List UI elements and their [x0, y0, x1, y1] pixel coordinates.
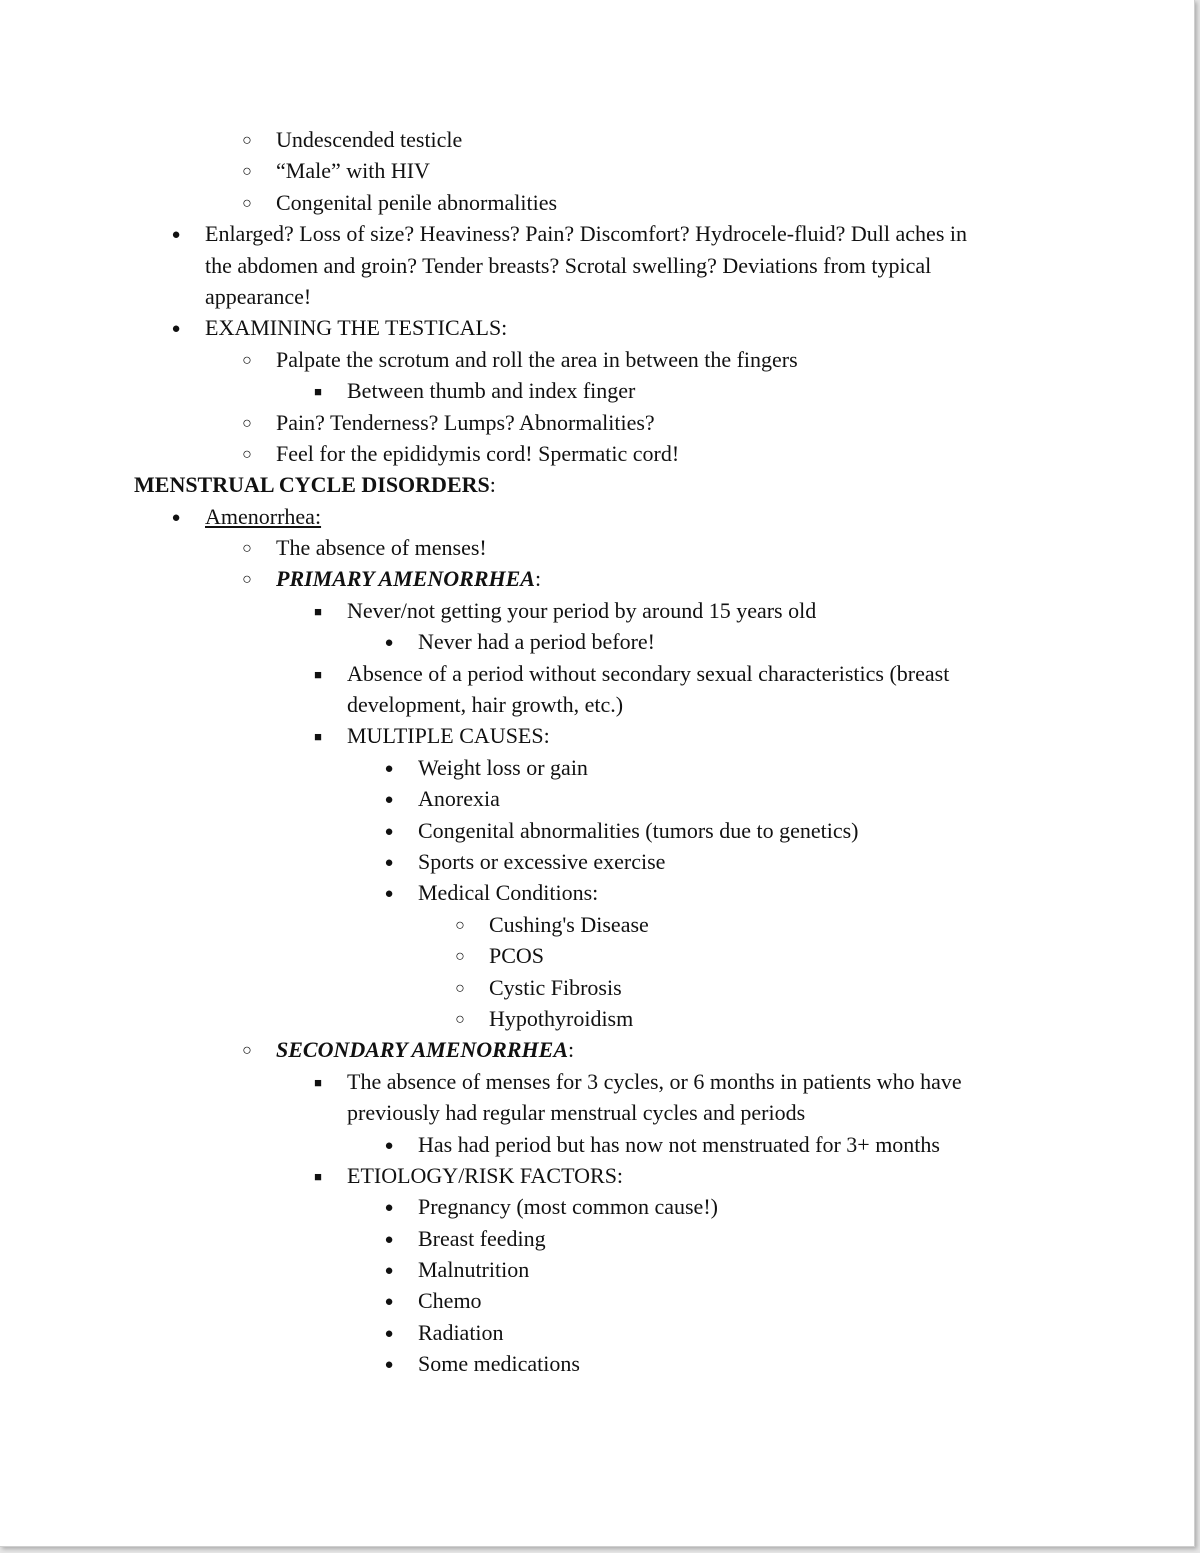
list-item	[0, 815, 1194, 846]
list-item-text: Anorexia	[418, 786, 500, 812]
list-item-text: Cushing's Disease	[489, 911, 649, 937]
list-item-text: “Male” with HIV	[276, 158, 430, 184]
list-item-text: Medical Conditions:	[418, 880, 599, 906]
list-item-continuation	[0, 250, 1194, 281]
list-item-text: Never had a period before!	[418, 629, 655, 655]
list-item-text: Pain? Tenderness? Lumps? Abnormalities?	[276, 409, 655, 435]
list-item-text: development, hair growth, etc.)	[347, 692, 624, 718]
circle-bullet-icon	[237, 563, 257, 597]
section-heading-label: MENSTRUAL CYCLE DISORDERS	[134, 472, 490, 498]
list-item-text: Congenital penile abnormalities	[276, 189, 558, 215]
circle-bullet-icon	[450, 940, 470, 974]
list-item-text: PCOS	[489, 943, 545, 969]
list-item-text: Chemo	[418, 1288, 482, 1314]
subheading-label: PRIMARY AMENORRHEA	[276, 566, 535, 592]
list-item	[0, 846, 1194, 877]
list-item	[0, 1223, 1194, 1254]
disc-bullet-icon	[379, 846, 399, 881]
list-item-text: Some medications	[418, 1351, 580, 1377]
list-item-text	[276, 563, 541, 594]
disc-bullet-icon	[166, 501, 186, 536]
disc-bullet-icon	[379, 877, 399, 912]
list-item-text: Enlarged? Loss of size? Heaviness? Pain? Discomfort? Hydrocele-fluid? Dull aches in	[205, 221, 967, 247]
square-bullet-icon	[308, 720, 328, 754]
list-item-text: Breast feeding	[418, 1225, 546, 1251]
circle-bullet-icon	[450, 1003, 470, 1037]
disc-bullet-icon	[379, 1191, 399, 1226]
list-item-text: Hypothyroidism	[489, 1005, 634, 1031]
list-item	[0, 438, 1194, 469]
list-item	[0, 940, 1194, 971]
list-item-text: Congenital abnormalities (tumors due to genetics)	[418, 817, 859, 843]
list-item	[0, 1034, 1194, 1065]
list-item-text: Absence of a period without secondary sexual characteristics (breast	[347, 660, 950, 686]
list-item	[0, 1254, 1194, 1285]
list-item	[0, 1066, 1194, 1097]
list-item	[0, 312, 1194, 343]
list-item-text: Pregnancy (most common cause!)	[418, 1194, 718, 1220]
circle-bullet-icon	[237, 532, 257, 566]
circle-bullet-icon	[237, 344, 257, 378]
subheading-colon: :	[568, 1037, 575, 1063]
list-item-text: MULTIPLE CAUSES:	[347, 723, 550, 749]
section-heading-colon: :	[489, 472, 496, 498]
list-item	[0, 1160, 1194, 1191]
disc-bullet-icon	[379, 626, 399, 661]
list-item	[0, 595, 1194, 626]
list-item-text: Has had period but has now not menstruated for 3+ months	[418, 1131, 940, 1157]
circle-bullet-icon	[450, 972, 470, 1006]
square-bullet-icon	[308, 595, 328, 629]
list-item	[0, 344, 1194, 375]
circle-bullet-icon	[237, 1034, 257, 1068]
list-item-text: Sports or excessive exercise	[418, 848, 666, 874]
disc-bullet-icon	[379, 752, 399, 787]
list-item	[0, 501, 1194, 532]
subheading-colon: :	[534, 566, 542, 592]
disc-bullet-icon	[166, 218, 186, 253]
list-item-text: The absence of menses for 3 cycles, or 6 months in patients who have	[347, 1068, 962, 1094]
section-heading-text	[134, 469, 496, 500]
list-item	[0, 1317, 1194, 1348]
list-item	[0, 124, 1194, 155]
subheading-label: SECONDARY AMENORRHEA	[276, 1037, 568, 1063]
circle-bullet-icon	[237, 407, 257, 441]
list-item	[0, 658, 1194, 689]
list-item	[0, 1348, 1194, 1379]
list-item-text: Palpate the scrotum and roll the area in between the fingers	[276, 346, 798, 372]
list-item-text: Feel for the epididymis cord! Spermatic cord!	[276, 440, 680, 466]
square-bullet-icon	[308, 1160, 328, 1194]
list-item-text: Cystic Fibrosis	[489, 974, 622, 1000]
list-item-text: previously had regular menstrual cycles and periods	[347, 1100, 806, 1126]
disc-bullet-icon	[379, 1285, 399, 1320]
disc-bullet-icon	[379, 1348, 399, 1383]
square-bullet-icon	[308, 1066, 328, 1100]
list-item-text: EXAMINING THE TESTICALS:	[205, 315, 508, 341]
disc-bullet-icon	[166, 312, 186, 347]
disc-bullet-icon	[379, 1223, 399, 1258]
list-item-text: the abdomen and groin? Tender breasts? Scrotal swelling? Deviations from typical	[205, 252, 932, 278]
list-item-text: Never/not getting your period by around 15 years old	[347, 597, 817, 623]
list-item-text: appearance!	[205, 283, 312, 309]
disc-bullet-icon	[379, 815, 399, 850]
disc-bullet-icon	[379, 1317, 399, 1352]
disc-bullet-icon	[379, 783, 399, 818]
list-item-text: The absence of menses!	[276, 535, 487, 561]
list-item-text: Between thumb and index finger	[347, 378, 636, 404]
list-item	[0, 1285, 1194, 1316]
list-item-continuation	[0, 1097, 1194, 1128]
list-item-text: Weight loss or gain	[418, 754, 588, 780]
list-item	[0, 187, 1194, 218]
section-heading	[0, 469, 1194, 500]
circle-bullet-icon	[237, 124, 257, 158]
list-item	[0, 1003, 1194, 1034]
list-item-text: Malnutrition	[418, 1257, 530, 1283]
list-item	[0, 563, 1194, 594]
list-item-text: Amenorrhea:	[205, 503, 322, 529]
circle-bullet-icon	[237, 187, 257, 221]
list-item	[0, 375, 1194, 406]
list-item-text: ETIOLOGY/RISK FACTORS:	[347, 1162, 624, 1188]
list-item-text: Undescended testicle	[276, 127, 463, 152]
list-item	[0, 752, 1194, 783]
list-item	[0, 972, 1194, 1003]
list-item	[0, 407, 1194, 438]
circle-bullet-icon	[237, 155, 257, 189]
list-item-continuation	[0, 281, 1194, 312]
square-bullet-icon	[308, 658, 328, 692]
list-item	[0, 532, 1194, 563]
list-item	[0, 720, 1194, 751]
list-item-text: Radiation	[418, 1319, 504, 1345]
list-item-continuation	[0, 689, 1194, 720]
circle-bullet-icon	[237, 438, 257, 472]
list-item	[0, 877, 1194, 908]
list-item	[0, 218, 1194, 249]
list-item	[0, 626, 1194, 657]
square-bullet-icon	[308, 375, 328, 409]
list-item	[0, 1191, 1194, 1222]
list-item	[0, 909, 1194, 940]
list-item-text	[276, 1034, 574, 1065]
disc-bullet-icon	[379, 1129, 399, 1164]
list-item	[0, 783, 1194, 814]
list-item	[0, 1129, 1194, 1160]
list-item	[0, 155, 1194, 186]
document-content	[0, 124, 1194, 1380]
circle-bullet-icon	[450, 909, 470, 943]
disc-bullet-icon	[379, 1254, 399, 1289]
